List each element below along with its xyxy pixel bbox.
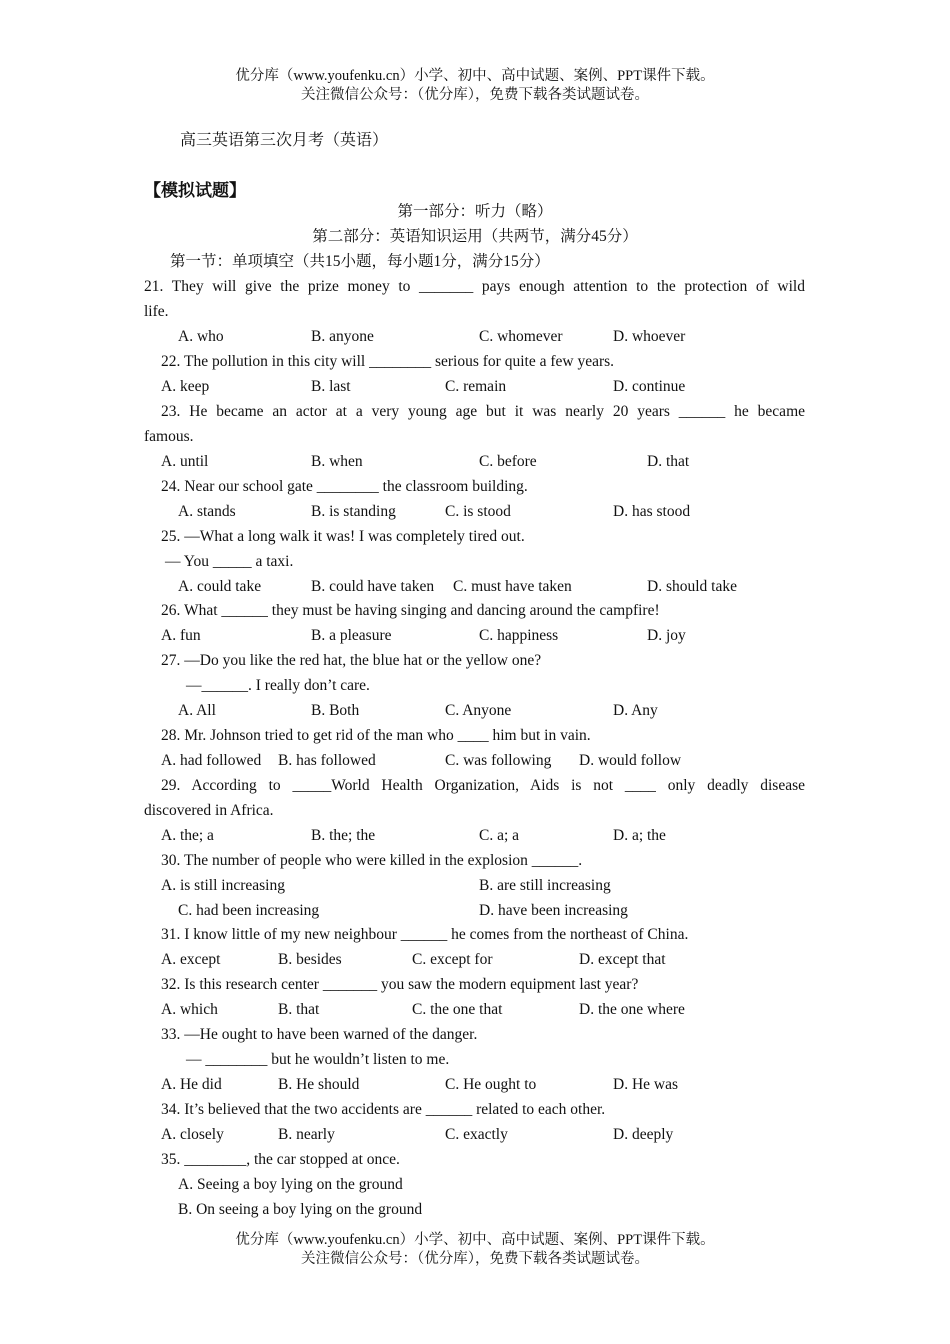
q22-option-c: C. remain (445, 378, 507, 395)
question-27-stem: 27. —Do you like the red hat, the blue hat or the yellow one? (161, 652, 542, 669)
q33-option-a: A. He did (161, 1076, 222, 1093)
question-24-stem: 24. Near our school gate ________ the classroom building. (161, 478, 528, 495)
q26-option-c: C. happiness (479, 627, 559, 644)
q35-option-a: A. Seeing a boy lying on the ground (178, 1176, 403, 1193)
q22-option-b: B. last (311, 378, 351, 395)
page-footer (0, 1231, 950, 1269)
q27-option-c: C. Anyone (445, 702, 512, 719)
q26-option-b: B. a pleasure (311, 627, 392, 644)
q28-option-d: D. would follow (579, 752, 682, 769)
footer-line-2: 关注微信公众号：（优分库），免费下载各类试题试卷。 (301, 1251, 649, 1267)
q28-option-b: B. has followed (278, 752, 376, 769)
q34-option-d: D. deeply (613, 1126, 674, 1143)
question-26-stem: 26. What ______ they must be having singing and dancing around the campfire! (161, 602, 660, 619)
q29-option-b: B. the; the (311, 827, 376, 844)
q31-option-c: C. except for (412, 951, 493, 968)
question-23-stem: 23. He became an actor at a very young age but it was nearly 20 years ______ he became (161, 403, 805, 420)
q30-option-d: D. have been increasing (479, 902, 628, 919)
q23-option-d: D. that (647, 453, 690, 470)
q25-option-d: D. should take (647, 578, 737, 595)
q33-option-c: C. He ought to (445, 1076, 537, 1093)
q27-option-b: B. Both (311, 702, 360, 719)
part2-heading: 第二部分：英语知识运用（共两节，满分45分） (312, 228, 638, 245)
question-25-stem: 25. —What a long walk it was! I was completely tired out. (161, 528, 525, 545)
header-line-1: 优分库（www.youfenku.cn）小学、初中、高中试题、案例、PPT课件下载。 (235, 68, 715, 84)
q30-option-a: A. is still increasing (161, 877, 285, 894)
footer-line-1: 优分库（www.youfenku.cn）小学、初中、高中试题、案例、PPT课件下载。 (235, 1232, 715, 1248)
q32-option-c: C. the one that (412, 1001, 503, 1018)
q29-option-a: A. the; a (161, 827, 214, 844)
q30-option-c: C. had been increasing (178, 902, 320, 919)
question-32-stem: 32. Is this research center _______ you saw the modern equipment last year? (161, 976, 639, 993)
question-21-stem-cont: life. (144, 303, 169, 320)
q22-option-a: A. keep (161, 378, 210, 395)
q22-option-d: D. continue (613, 378, 686, 395)
part1-heading: 第一部分：听力（略） (397, 203, 553, 220)
question-33-stem-cont: — ________ but he wouldn’t listen to me. (186, 1051, 450, 1068)
q33-option-d: D. He was (613, 1076, 678, 1093)
page-header (0, 67, 950, 105)
q30-option-b: B. are still increasing (479, 877, 611, 894)
q34-option-c: C. exactly (445, 1126, 508, 1143)
q32-option-a: A. which (161, 1001, 218, 1018)
question-28-stem: 28. Mr. Johnson tried to get rid of the man who ____ him but in vain. (161, 727, 591, 744)
header-line-2: 关注微信公众号：（优分库），免费下载各类试题试卷。 (301, 87, 649, 103)
question-25-stem-cont: — You _____ a taxi. (165, 553, 294, 570)
question-27-stem-cont: —______. I really don’t care. (186, 677, 370, 694)
q25-option-c: C. must have taken (453, 578, 572, 595)
q21-option-c: C. whomever (479, 328, 563, 345)
q23-option-c: C. before (479, 453, 537, 470)
q34-option-a: A. closely (161, 1126, 224, 1143)
question-30-stem: 30. The number of people who were killed in the explosion ______. (161, 852, 583, 869)
q28-option-c: C. was following (445, 752, 552, 769)
q26-option-d: D. joy (647, 627, 686, 644)
q27-option-a: A. All (178, 702, 216, 719)
exam-title: 高三英语第三次月考（英语） (180, 132, 389, 149)
q24-option-c: C. is stood (445, 503, 511, 520)
question-34-stem: 34. It’s believed that the two accidents are ______ related to each other. (161, 1101, 606, 1118)
question-29-stem: 29. According to _____World Health Organization, Aids is not ____ only deadly disease (161, 777, 805, 794)
q31-option-b: B. besides (278, 951, 342, 968)
q25-option-a: A. could take (178, 578, 262, 595)
q29-option-c: C. a; a (479, 827, 520, 844)
q21-option-a: A. who (178, 328, 224, 345)
q35-option-b: B. On seeing a boy lying on the ground (178, 1201, 423, 1218)
q25-option-b: B. could have taken (311, 578, 435, 595)
q23-option-a: A. until (161, 453, 209, 470)
question-35-stem: 35. ________, the car stopped at once. (161, 1151, 400, 1168)
question-29-stem-cont: discovered in Africa. (144, 802, 274, 819)
section1-heading: 第一节：单项填空（共15小题，每小题1分，满分15分） (170, 253, 550, 270)
q31-option-a: A. except (161, 951, 221, 968)
question-21-stem: 21. They will give the prize money to _______ pays enough attention to the protection of wild (144, 278, 805, 295)
q28-option-a: A. had followed (161, 752, 262, 769)
q34-option-b: B. nearly (278, 1126, 335, 1143)
q32-option-b: B. that (278, 1001, 320, 1018)
q24-option-b: B. is standing (311, 503, 396, 520)
question-23-stem-cont: famous. (144, 428, 194, 445)
q24-option-a: A. stands (178, 503, 236, 520)
question-22-stem: 22. The pollution in this city will ________ serious for quite a few years. (161, 353, 615, 370)
q29-option-d: D. a; the (613, 827, 666, 844)
question-31-stem: 31. I know little of my new neighbour ______ he comes from the northeast of China. (161, 926, 689, 943)
section-tag: 【模拟试题】 (144, 181, 246, 201)
q32-option-d: D. the one where (579, 1001, 685, 1018)
q27-option-d: D. Any (613, 702, 658, 719)
q21-option-b: B. anyone (311, 328, 374, 345)
q26-option-a: A. fun (161, 627, 201, 644)
q23-option-b: B. when (311, 453, 363, 470)
q24-option-d: D. has stood (613, 503, 691, 520)
q33-option-b: B. He should (278, 1076, 360, 1093)
q31-option-d: D. except that (579, 951, 666, 968)
question-33-stem: 33. —He ought to have been warned of the danger. (161, 1026, 478, 1043)
q21-option-d: D. whoever (613, 328, 686, 345)
